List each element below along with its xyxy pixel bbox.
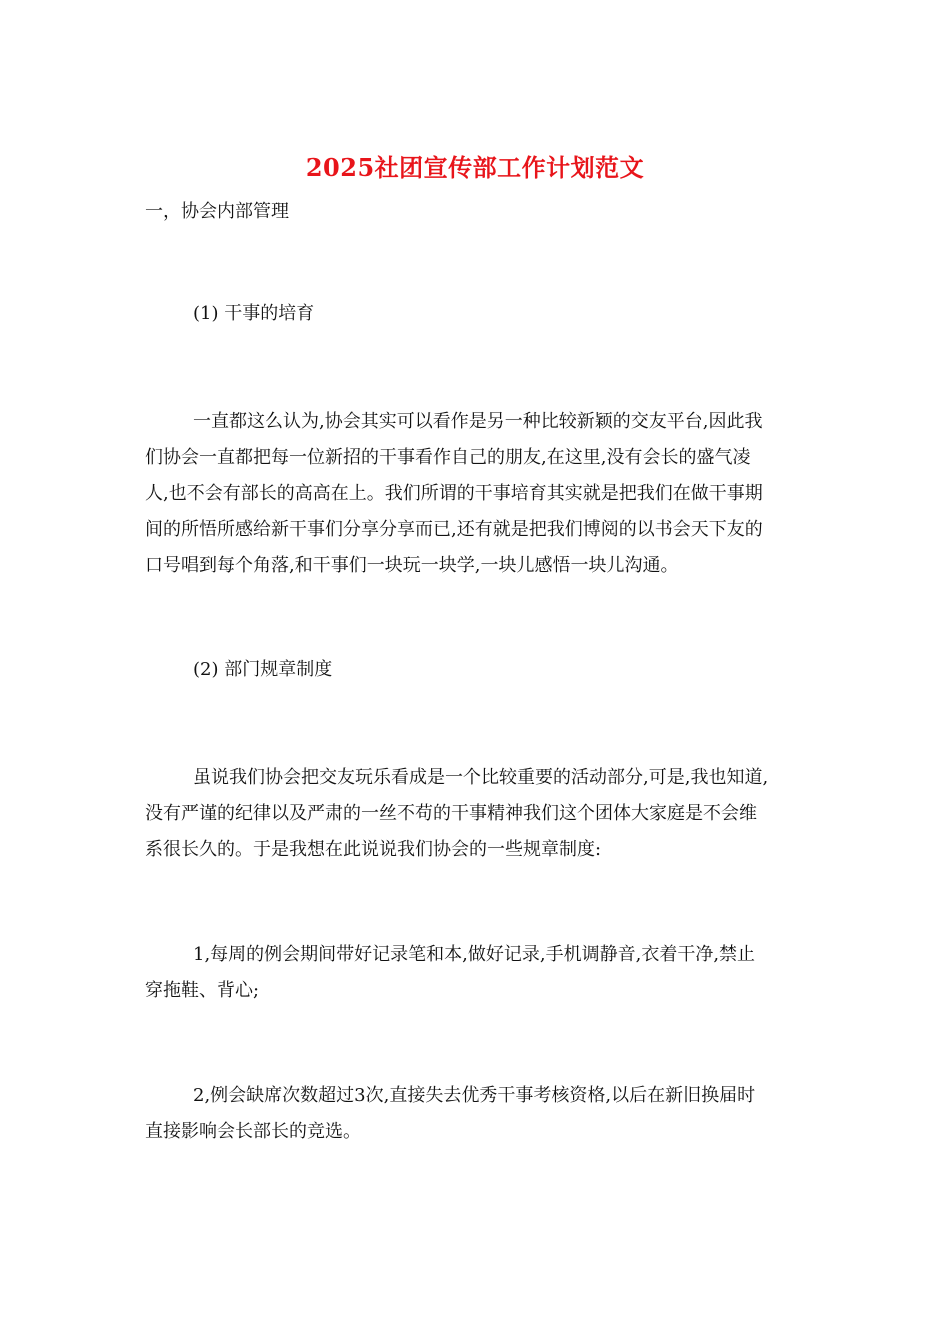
document-title: 2025社团宣传部工作计划范文 xyxy=(305,153,645,182)
paragraph-line: 没有严谨的纪律以及严肃的一丝不苟的干事精神我们这个团体大家庭是不会维 xyxy=(145,803,757,824)
sub-heading-department-rules: (2) 部门规章制度 xyxy=(193,659,333,680)
paragraph-line: 人,也不会有部长的高高在上。我们所谓的干事培育其实就是把我们在做干事期 xyxy=(145,483,763,504)
paragraph-line: 2,例会缺席次数超过3次,直接失去优秀干事考核资格,以后在新旧换届时 xyxy=(193,1085,756,1106)
paragraph-line: 间的所悟所感给新干事们分享分享而已,还有就是把我们博阅的以书会天下友的 xyxy=(145,519,763,540)
paragraph-line: 口号唱到每个角落,和干事们一块玩一块学,一块儿感悟一块儿沟通。 xyxy=(145,555,679,576)
paragraph-line: 系很长久的。于是我想在此说说我们协会的一些规章制度: xyxy=(145,839,602,860)
sub-heading-cadre-training: (1) 干事的培育 xyxy=(193,303,315,324)
rule-item-1 xyxy=(145,937,815,1009)
rule-item-2 xyxy=(145,1078,815,1150)
paragraph-line: 直接影响会长部长的竞选。 xyxy=(145,1121,361,1142)
paragraph-line: 们协会一直都把每一位新招的干事看作自己的朋友,在这里,没有会长的盛气凌 xyxy=(145,447,751,468)
paragraph-cadre-training xyxy=(145,404,815,584)
paragraph-line: 穿拖鞋、背心; xyxy=(145,980,260,1001)
section-heading: 一，协会内部管理 xyxy=(145,201,289,222)
paragraph-line: 虽说我们协会把交友玩乐看成是一个比较重要的活动部分,可是,我也知道, xyxy=(193,767,769,788)
paragraph-department-rules xyxy=(145,760,815,868)
paragraph-line: 一直都这么认为,协会其实可以看作是另一种比较新颖的交友平台,因此我 xyxy=(193,411,763,432)
paragraph-line: 1,每周的例会期间带好记录笔和本,做好记录,手机调静音,衣着干净,禁止 xyxy=(193,944,756,965)
